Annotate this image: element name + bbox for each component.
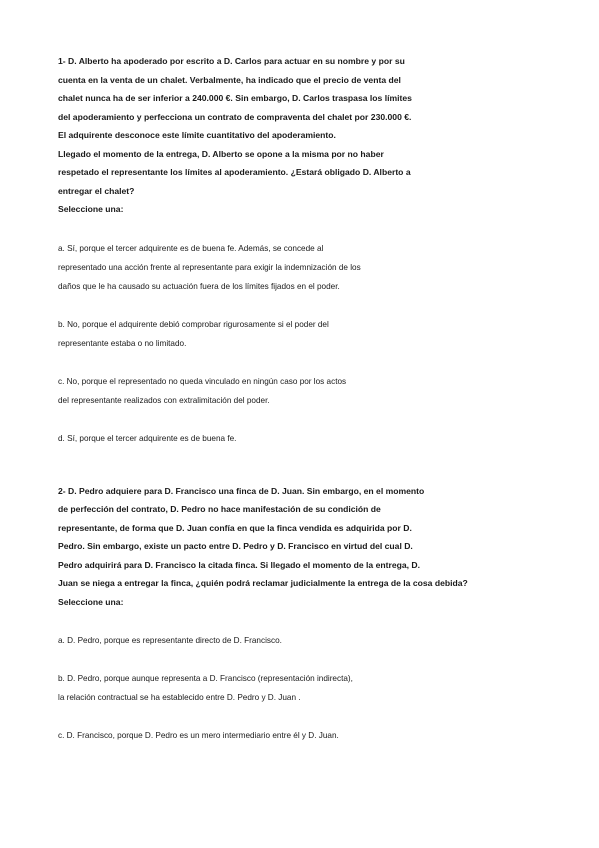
- document-page: [58, 52, 548, 745]
- question-2: [58, 482, 548, 612]
- question-1-option-d[interactable]: [58, 429, 548, 448]
- option-line: representado una acción frente al representante para exigir la indemnización de los: [58, 262, 361, 272]
- question-1-line: respetado el representante los límites al apoderamiento. ¿Estará obligado D. Alberto a: [58, 167, 411, 177]
- question-1-option-b[interactable]: [58, 315, 548, 353]
- option-line: c. No, porque el representado no queda vinculado en ningún caso por los actos: [58, 376, 347, 386]
- question-2-option-c[interactable]: [58, 726, 548, 745]
- question-1-line: chalet nunca ha de ser inferior a 240.000 €. Sin embargo, D. Carlos traspasa los límites: [58, 93, 412, 103]
- option-line: a. D. Pedro, porque es representante directo de D. Francisco.: [58, 636, 282, 645]
- select-one-label: Seleccione una:: [58, 204, 124, 214]
- option-line: la relación contractual se ha establecido entre D. Pedro y D. Juan .: [58, 693, 301, 702]
- question-2-line: Pedro. Sin embargo, existe un pacto entre D. Pedro y D. Francisco en virtud del cual D.: [58, 541, 413, 551]
- question-2-option-b[interactable]: [58, 669, 548, 707]
- select-one-label: Seleccione una:: [58, 596, 124, 607]
- question-2-line: representante, de forma que D. Juan confía en que la finca vendida es adquirida por D.: [58, 522, 412, 533]
- option-line: d. Sí, porque el tercer adquirente es de buena fe.: [58, 433, 237, 443]
- option-line: del representante realizados con extralimitación del poder.: [58, 395, 270, 405]
- option-line: a. Sí, porque el tercer adquirente es de buena fe. Además, se concede al: [58, 243, 324, 253]
- question-1-option-c[interactable]: [58, 372, 548, 410]
- question-2-option-a[interactable]: [58, 631, 548, 650]
- question-2-line: 2- D. Pedro adquiere para D. Francisco una finca de D. Juan. Sin embargo, en el momento: [58, 485, 425, 496]
- option-line: c. D. Francisco, porque D. Pedro es un mero intermediario entre él y D. Juan.: [58, 731, 339, 740]
- option-line: b. D. Pedro, porque aunque representa a D. Francisco (representación indirecta),: [58, 674, 353, 683]
- question-1: [58, 52, 548, 219]
- option-line: daños que le ha causado su actuación fuera de los límites fijados en el poder.: [58, 281, 340, 291]
- question-2-line: de perfección del contrato, D. Pedro no hace manifestación de su condición de: [58, 504, 381, 514]
- question-1-line: Llegado el momento de la entrega, D. Alberto se opone a la misma por no haber: [58, 148, 384, 159]
- question-2-line: Juan se niega a entregar la finca, ¿quién podrá reclamar judicialmente la entrega de la cosa debida?: [58, 578, 468, 588]
- question-1-line: 1- D. Alberto ha apoderado por escrito a D. Carlos para actuar en su nombre y por su: [58, 56, 405, 66]
- question-2-line: Pedro adquirirá para D. Francisco la citada finca. Si llegado el momento de la entrega, D.: [58, 559, 420, 570]
- option-line: b. No, porque el adquirente debió comprobar rigurosamente si el poder del: [58, 319, 329, 329]
- question-1-line: El adquirente desconoce este límite cuantitativo del apoderamiento.: [58, 130, 336, 140]
- question-1-line: del apoderamiento y perfecciona un contrato de compraventa del chalet por 230.000 €.: [58, 111, 412, 122]
- question-1-line: cuenta en la venta de un chalet. Verbalmente, ha indicado que el precio de venta del: [58, 74, 401, 85]
- question-1-option-a[interactable]: [58, 239, 548, 296]
- question-1-line: entregar el chalet?: [58, 185, 135, 196]
- option-line: representante estaba o no limitado.: [58, 338, 187, 348]
